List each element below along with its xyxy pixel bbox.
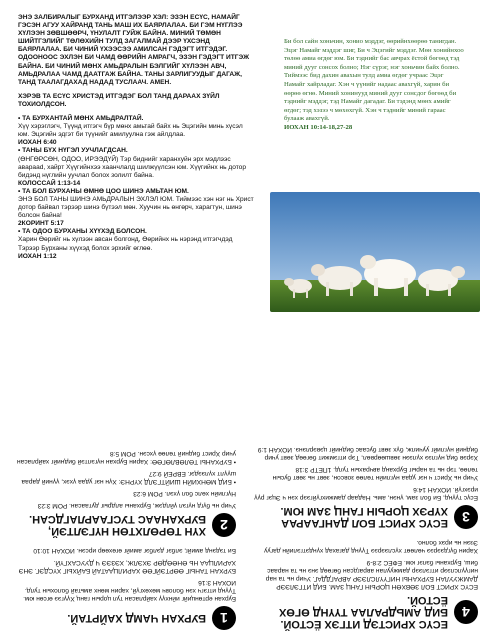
sheep-illustration [270,192,480,312]
result-reference: ИОХАН 1:12 [18,252,57,260]
results-lead: ХЭРЭВ ТА ЕСҮС ХРИСТЭД ИТГЭДЭГ БОЛ ТАНД ДАРААХ ЗҮЙЛ ТОХИОЛДСОН. [18,92,220,108]
scripture-text-block [284,38,466,133]
step-paragraph: Нүглийн хөлс бол үхэл. РОМ 6:23 [133,490,236,498]
result-item [18,115,254,147]
scripture-panel [270,14,480,296]
result-heading: • ТА БОЛ БУРХАНЫ ӨМНӨ ЦОО ШИНЭ АМЬТАН ЮМ. [18,187,189,195]
step-section [253,445,478,530]
result-body: Харин Өөрийг нь хүлээн авсан болгонд, Өөрийнх нь нэрэнд итгэгчдэд Тэрээр Бурханы хүүхэд болох эрхийг өглөө. [18,236,233,252]
result-reference: КОЛОССАЙ 1:13-14 [18,179,81,187]
result-body: (ӨНГӨРСӨН, ОДОО, ИРЭЭДҮЙ) Тэр биднийг харанхуйн эрх мэдлээс аварааd, хайрт Хүүгийнхээ хаанчлалд шилжүүлсэн юм. Хүүгийнх нь дотор бидэнд нүглийн уучлал болох золилт байна. [18,155,247,179]
result-heading: • ТАНЫ БҮХ НҮГЭЛ УУЧЛАГДСАН. [18,147,128,155]
step-paragraph: Харин бүгдээрээ чөлөөт хүслээрээ Түүнд дагахад хүндэтгэлийн дагуу Эзэн нь ирэх болно. [264,538,478,554]
rotated-steps-panel [0,320,494,640]
result-item [18,228,254,260]
step-paragraph: • БИД МӨНХИЙН ШИЙТГЭЛД ХҮРНЭ: Хүн нэг удаа үхэх, үүний дараа шүүлт хүлээдэг. ЕВРЕЙ 9:27 [21,470,236,486]
step-number-badge: 2 [212,513,236,537]
step-paragraph: Би тэдэнд амийг, элбэг дэлбэг амийг өгөхөөр ирсэн. ИОХАН 10:10 [33,546,236,554]
step-number-badge: 4 [454,600,478,624]
step-section [253,537,478,630]
step-paragraph: Учир нь бүгд нүгэл үйлдэж, Бурханы алдрыг дутаасан. РОМ 3:23 [37,502,236,510]
step-paragraph: Есүс түүнд, Би бол зам, үнэн, амь. Надаар дамжихгүйгээр хэн ч Эцэг рүү ирэхгүй. ИОХАН 14:6 [254,486,478,502]
result-item [18,147,254,187]
prayer-column [18,14,254,261]
steps-column-right [11,441,236,630]
sheep-photo [270,192,480,312]
result-reference: 2КОРИНТ 5:17 [18,220,64,228]
step-section [11,449,236,538]
steps-column-left [253,437,478,630]
result-body: Хүү хэрэглэгч, Түүнд итгэгч бүр мөнх амьтай байх нь Эцэгийн минь хүсэл юм. Эцэгийн эдгэт би түүнийг амилуулна гэж айлдлаа. [18,123,243,139]
step-title: БУРХАН ЧАМД ХАЙРТАЙ. [67,612,206,624]
result-item [18,188,254,228]
step-paragraph: БУРХАН ТАНЫГ ӨӨРТЭЙГӨӨ ХАРИЛЦААТАЙ БАЙХЫГ ХҮСДЭГ. ЭНЭ ХАРИЛЦАА НЬ ӨНӨӨДӨР ЭХЭЛЖ, ХЭЗЭЭ Ч ДУУСАХГҮЙ. [18,558,236,574]
step-title: ЕСҮС ХРИСТ БОЛ ДАНГААРАА ХҮРЭХ ЦОРЫН ГАНЦ ЗАМ ЮМ. [280,505,448,530]
step-section [11,545,236,630]
scripture-reference: ИОХАН 10:14-18,27-28 [284,123,353,131]
step-paragraph: Хэрэв бид нүглээ хүлээн зөвшөөрвөл, Тэр итгэмжит бөгөөд зөвт учир бидний нүглийг уучилж, бүх зөвт бусаас биднийг цэвэрлэнэ. ИОХАН 1:9 [257,445,478,462]
scripture-quote: Би бол сайн хоньчин, хонио мэддэг, өөрийнхөөрөө танигдан. Эцэг Намайг мэддэг шиг, Би ч Эцэгийг мэддэг. Мөн хонийнхоо төлөө амиа өгдөг юм. Би тэднийг бас авчрах ёстой бөгөөд тэд миний дууг сонсох болно; Нэг сүрэг, нэг хоньчин байх болно. Тиймээс бид дахин авахын тулд амиа өгдөг учраас Эцэг Намайг хайрладаг. Хэн ч үүнийг надаас авахгүй, харин би өөрөө өгнө. Миний хонинууд миний дууг сонсдог бөгөөд би тэднийг мэддэг, тэд Намайг дагадаг. Би тэдэнд мөнх амийг өгдөг; тэд хэзээ ч мөхөхгүй. Хэн ч тэднийг миний гараас булааж авахгүй. [284,38,464,123]
step-number-badge: 1 [212,606,236,630]
step-number-badge: 3 [454,505,478,529]
step-paragraph: Учир нь Христ ч нэг удаа нүглийн төлөө зовсон, зөвт нь зөвт бусын төлөө, тэр нь та нарыг Бурханд авчрахын тулд. 1ПЕТР 3:18 [272,466,478,482]
step-paragraph: Бурхан ертөнцийг ийнхүү хайрласан тул цорын ганц Хүүгээ өгсөн юм. Түүнд итгэгч хэн боловч мөхөхгүй, харин мөнх амьтай болохын тулд. ИОХАН 3:16 [23,578,236,602]
salvation-prayer: ЭНЭ ЗАЛБИРАЛЫГ БУРХАНД ИТГЭЛЭЭР ХЭЛ: ЭЗЭН ЕСҮС, НАМАЙГ ГЭСЭН АГУУ ХАЙРАНД ТАНЬ МАШ ИХ БАЯРЛАЛАА. БИ ГЭМ НҮГЛЭЭ ХҮЛЭЭН ЗӨВШӨӨРЧ, ҮНУЛАЛТ ГУЙЖ БАЙНА. МИНИЙ ТӨМӨН ШИЙТГЭЛИЙГ ТӨЛӨХИЙН ТУЛД ЗАГАЛМАЙ ДЭЭР ҮХСЭНД БАЯРЛАЛАА. БИ ЧИНИЙ ҮХЭЭСЭЭ АМИЛСАН ГЭДЭГТ ИТГЭДЭГ. ОДООНООС ЭХЛЭН БИ ЧАМД ӨӨРИЙН АМРАГЧ, ЭЗЭН ГЭДЭГТ ИТГЭЖ БАЙНА. БИ ЧИНИЙ МӨНХ АМЬДРАЛЫН БЭЛГИЙГ ХҮЛЭЭН АВЧ, АМЬДРАЛАА ЧАМД ДААТГАЖ БАЙНА. ТАНЫ ЗАРЛИГУУДЫГ ДАГАЖ, ТАНД ТААЛАГДАХАД НАДАД ТУСЛААЧ. АМЕН. [18,14,250,86]
step-title: ЕСҮС ХРИСТЭД ИТГЭХ ЁСТОЙ. БИД АМЬДРАЛАА ТҮҮНД ӨГӨХ ЁСТОЙ. [279,594,448,630]
step-title: ХҮН ТӨРӨЛХТӨН НҮГЭЛТЭЙ, БУРХАНААС ТУСГААРЛАГДСАН. [29,513,206,538]
step-paragraph: ЕСҮС ХРИСТ БОЛ ЗӨВХӨН ЦОРЫН ГАНЦ ЗАМ. БИД ИТГЭЛЭЭР ДАМЖУУЛАН БУРХАНЫ НИГҮҮЛСЛЭЭР АВРАГДДАГ. Учир нь та нар нигүүлслээр итгэлээр дамжуулан аврагдсан бөгөөд энэ нь та нараас биш, Бурханы бэлэг юм. ЕФЕС 2:8-9 [265,558,478,590]
result-heading: • ТА ОДОО БУРХАНЫ ХҮҮХЭД БОЛСОН. [18,228,147,236]
result-heading: • ТА БУРХАНТАЙ МӨНХ АМЬДРАЛТАЙ. [18,115,144,123]
result-body: ЭНЭ БОЛ ТАНЫ ШИНЭ АМЬДРАЛЫН ЭХЛЭЛ ЮМ. Тиймээс хэн нэг нь Христ дотор байвал тэрээр шинэ бүтээл мөн. Хуучин нь өнгөрч, харагтун, шинэ болсон байна! [18,195,254,220]
step-paragraph: • БУРХАНЫ ТӨЛӨВЛӨГӨӨ: Харин Бурхан нүгэлтэй биднийг хайрласан учир Христ бидний төлөө үхсэн. РОМ 5:8 [17,449,236,466]
result-reference: ИОХАН 6:40 [18,139,57,147]
